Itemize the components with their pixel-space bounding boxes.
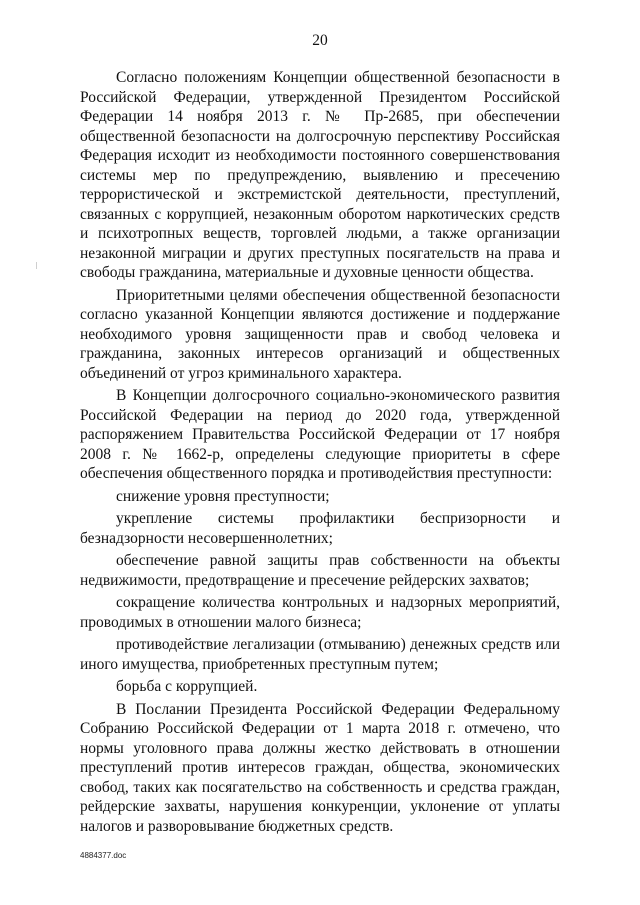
list-item-neglect-prevention: укрепление системы профилактики беспризорности и безнадзорности несовершеннолетних; — [80, 510, 560, 547]
list-item-property-protection: обеспечение равной защиты прав собственности на объекты недвижимости, предотвращение и пресечение рейдерских захватов; — [80, 552, 560, 589]
paragraph-presidential-address: В Послании Президента Российской Федерации Федеральному Собранию Российской Федерации от 1 марта 2018 г. отмечено, что нормы уголовного права должны жестко действовать в отношении преступлений против интересов граждан, общества, экономических свобод, таких как посягательство на собственность и средства граждан, рейдерские захваты, нарушения конкуренции, уклонение от уплаты налогов и разворовывание бюджетных средств. — [80, 700, 560, 835]
margin-mark — [36, 262, 37, 269]
paragraph-security-concept: Согласно положениям Концепции общественной безопасности в Российской Федерации, утвержденной Президентом Российской Федерации 14 ноября 2013 г. № Пр-2685, при обеспечении общественной безопасности на долгосрочную перспективу Российская Федерация исходит из необходимости постоянного совершенствования системы мер по предупреждению, выявлению и пресечению террористической и экстремистской деятельности, преступлений, связанных с коррупцией, незаконным оборотом наркотических средств и психотропных веществ, торговлей людьми, а также организации незаконной миграции и других преступных посягательств на права и свободы гражданина, материальные и духовные ценности общества. — [80, 69, 560, 281]
paragraph-development-concept: В Концепции долгосрочного социально-экономического развития Российской Федерации на период до 2020 года, утвержденной распоряжением Правительства Российской Федерации от 17 ноября 2008 г. № 1662-р, определены следующие приоритеты в сфере обеспечения общественного порядка и противодействия преступности: — [80, 387, 560, 482]
list-item-anti-corruption: борьба с коррупцией. — [116, 678, 258, 695]
document-id: 4884377.doc — [80, 851, 127, 860]
paragraph-priority-goals: Приоритетными целями обеспечения общественной безопасности согласно указанной Концепции являются достижение и поддержание необходимого уровня защищенности прав и свобод человека и гражданина, законных интересов организаций и общественных объединений от угроз криминального характера. — [80, 286, 560, 382]
list-item-inspection-reduction: сокращение количества контрольных и надзорных мероприятий, проводимых в отношении малого бизнеса; — [80, 594, 560, 631]
list-item-money-laundering: противодействие легализации (отмыванию) денежных средств или иного имущества, приобретенных преступным путем; — [80, 636, 560, 673]
list-item-crime-reduction: снижение уровня преступности; — [116, 487, 330, 505]
page-number: 20 — [312, 32, 328, 49]
document-body — [80, 68, 560, 836]
